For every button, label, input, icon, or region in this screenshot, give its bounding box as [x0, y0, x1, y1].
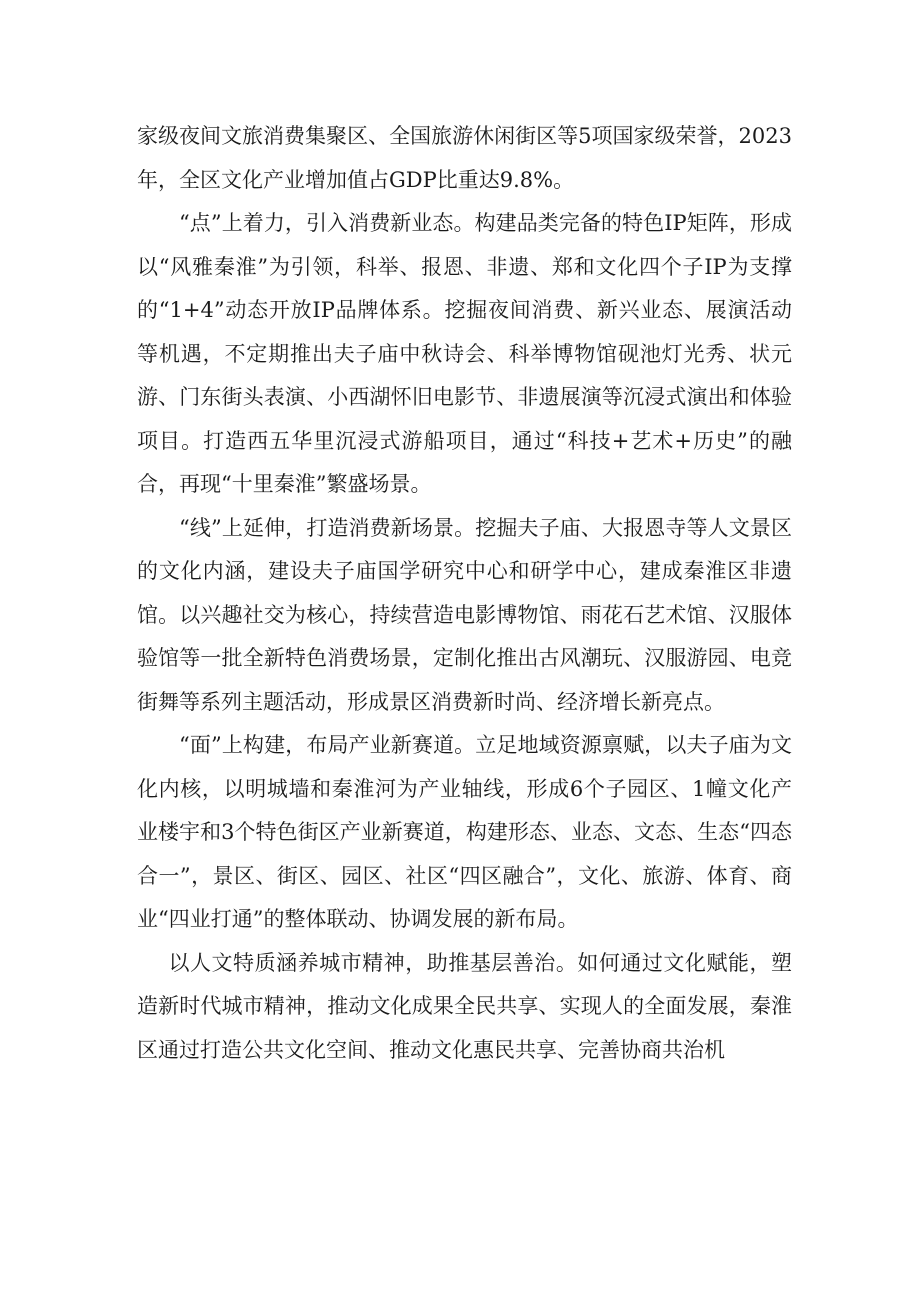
- paragraph-line-new-scenes: “线”上延伸，打造消费新场景。挖掘夫子庙、大报恩寺等人文景区的文化内涵，建设夫子庙国学研究中心和研学中心，建成秦淮区非遗馆。以兴趣社交为核心，持续营造电影博物馆、雨花石艺术馆、汉服体验馆等一批全新特色消费场景，定制化推出古风潮玩、汉服游园、电竞街舞等系列主题活动，形成景区消费新时尚、经济增长新亮点。: [137, 515, 792, 714]
- paragraph-surface-new-tracks: “面”上构建，布局产业新赛道。立足地域资源禀赋，以夫子庙为文化内核，以明城墙和秦淮河为产业轴线，形成6个子园区、1幢文化产业楼宇和3个特色街区产业新赛道，构建形态、业态、文态、生态“四态合一”，景区、街区、园区、社区“四区融合”，文化、旅游、体育、商业“四业打通”的整体联动、协调发展的新布局。: [137, 733, 792, 931]
- paragraph-city-spirit: 以人文特质涵养城市精神，助推基层善治。如何通过文化赋能，塑造新时代城市精神，推动文化成果全民共享、实现人的全面发展，秦淮区通过打造公共文化空间、推动文化惠民共享、完善协商共治机: [137, 950, 792, 1062]
- paragraph-honors-continuation: 家级夜间文旅消费集聚区、全国旅游休闲街区等5项国家级荣誉，2023年，全区文化产业增加值占GDP比重达9.8%。: [137, 124, 792, 192]
- paragraph-point-new-formats: “点”上着力，引入消费新业态。构建品类完备的特色IP矩阵，形成以“风雅秦淮”为引领，科举、报恩、非遗、郑和文化四个子IP为支撑的“1+4”动态开放IP品牌体系。挖掘夜间消费、新兴业态、展演活动等机遇，不定期推出夫子庙中秋诗会、科举博物馆砚池灯光秀、状元游、门东街头表演、小西湖怀旧电影节、非遗展演等沉浸式演出和体验项目。打造西五华里沉浸式游船项目，通过“科技+艺术+历史”的融合，再现“十里秦淮”繁盛场景。: [137, 211, 792, 496]
- document-body: [137, 115, 792, 1072]
